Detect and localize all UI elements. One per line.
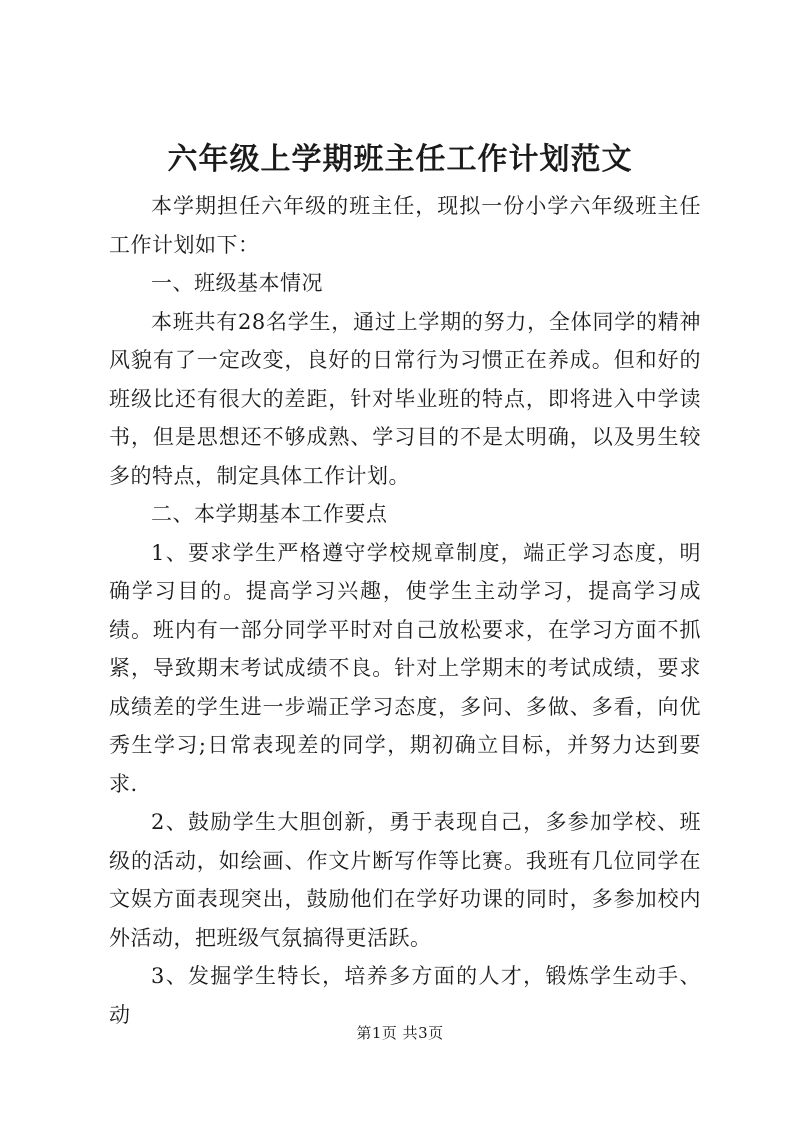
intro-paragraph: 本学期担任六年级的班主任，现拟一份小学六年级班主任工作计划如下：: [109, 194, 701, 257]
work-point-3-paragraph: 3、发掘学生特长，培养多方面的人才，锻炼学生动手、动: [109, 964, 701, 1027]
section-heading-work-points: 二、本学期基本工作要点: [151, 502, 388, 526]
work-point-2-paragraph: 2、鼓励学生大胆创新，勇于表现自己，多参加学校、班级的活动，如绘画、作文片断写作等比赛。我班有几位同学在文娱方面表现突出，鼓励他们在学好功课的同时，多参加校内外活动，把班级气氛搞得更活跃。: [109, 810, 701, 950]
document-title: 六年级上学期班主任工作计划范文: [167, 142, 633, 177]
class-situation-paragraph: 本班共有28名学生，通过上学期的努力，全体同学的精神风貌有了一定改变，良好的日常行为习惯正在养成。但和好的班级比还有很大的差距，针对毕业班的特点，即将进入中学读书，但是思想还不够成熟、学习目的不是太明确，以及男生较多的特点，制定具体工作计划。: [109, 309, 701, 488]
section-heading-class-situation: 一、班级基本情况: [151, 271, 323, 295]
page-footer: 第1页 共3页: [356, 1024, 444, 1042]
work-point-1-paragraph: 1、要求学生严格遵守学校规章制度，端正学习态度，明确学习目的。提高学习兴趣，使学生主动学习，提高学习成绩。班内有一部分同学平时对自己放松要求，在学习方面不抓紧，导致期末考试成绩不良。针对上学期末的考试成绩，要求成绩差的学生进一步端正学习态度，多问、多做、多看，向优秀生学习;日常表现差的同学，期初确立目标，并努力达到要求.: [109, 540, 701, 796]
document-body: [109, 187, 701, 1034]
